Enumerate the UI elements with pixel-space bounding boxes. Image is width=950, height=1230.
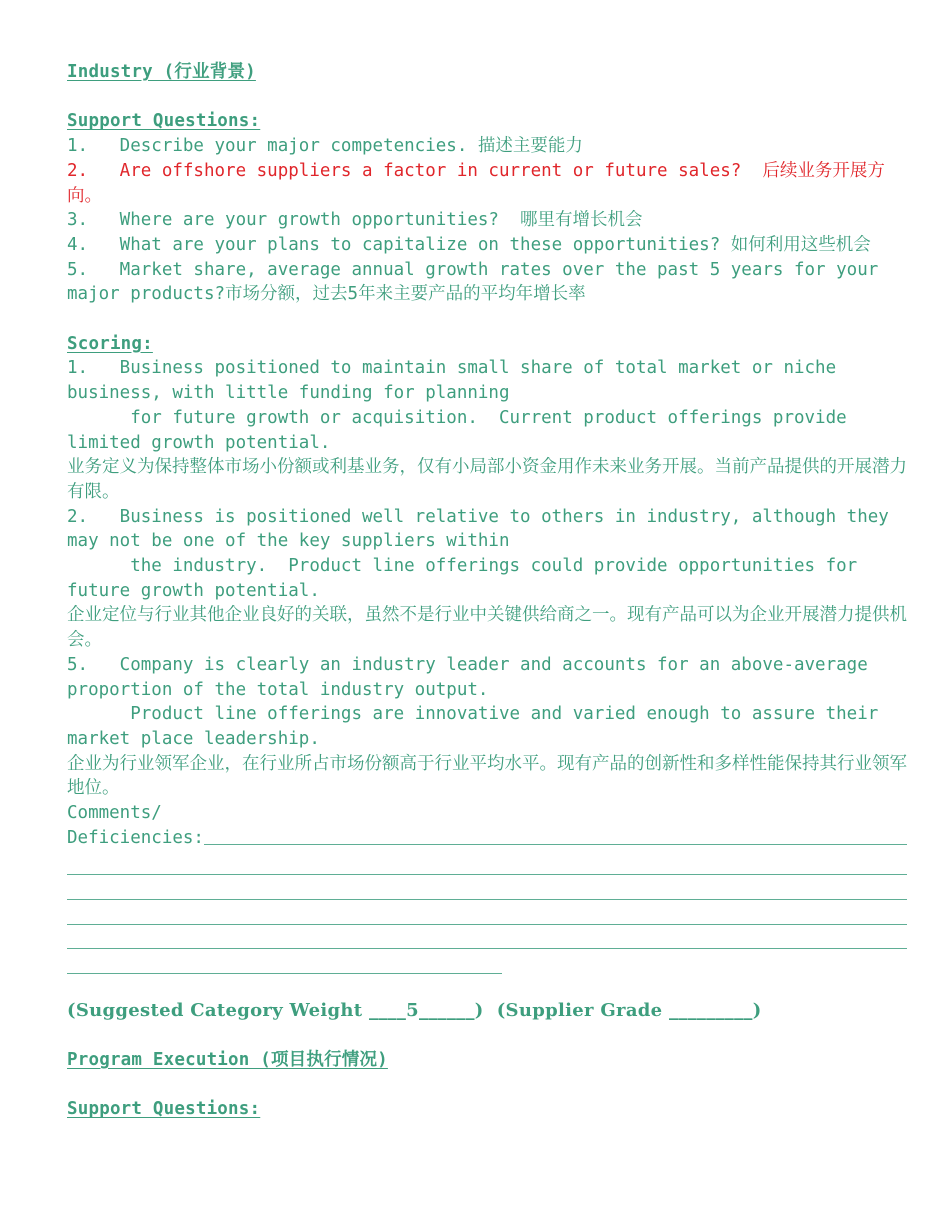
scoring-heading: Scoring:: [67, 333, 153, 354]
supplier-grade-value[interactable]: _________: [669, 999, 753, 1021]
question-5: 5. Market share, average annual growth rates over the past 5 years for your major products?市场分额，过去5年来主要产品的平均年增长率: [67, 259, 889, 305]
industry-heading: Industry (行业背景): [67, 62, 256, 82]
question-1: 1. Describe your major competencies. 描述主要能力: [67, 136, 583, 157]
category-weight-value[interactable]: ____5______: [368, 999, 475, 1021]
spacer: [67, 974, 907, 999]
industry-support-heading: Support Questions:: [67, 111, 261, 132]
scoring-1-chinese: 业务定义为保持整体市场小份额或利基业务，仅有小局部小资金用作未来业务开展。当前产品提供的开展潜力有限。: [67, 457, 907, 502]
scoring-5-english-b: Product line offerings are innovative and varied enough to assure their market place leadership.: [67, 704, 889, 749]
scoring-2-english-a: 2. Business is positioned well relative to others in industry, although they may not be one of the key suppliers within: [67, 506, 900, 552]
program-heading: Program Execution (项目执行情况): [67, 1049, 388, 1070]
spacer: [67, 1073, 907, 1098]
scoring-2-english-b: the industry. Product line offerings could provide opportunities for future growth potential.: [67, 556, 868, 601]
question-3: 3. Where are your growth opportunities? 哪里有增长机会: [67, 210, 643, 231]
spacer: [67, 85, 907, 110]
deficiencies-input-line[interactable]: [204, 826, 907, 845]
scoring-5-english-a: 5. Company is clearly an industry leader and accounts for an above-average proportion of the total industry output.: [67, 654, 879, 700]
deficiencies-line-5[interactable]: [67, 925, 907, 950]
scoring-1-english-a: 1. Business positioned to maintain small share of total market or niche business, with little funding for planning: [67, 358, 847, 404]
weight-prefix: (Suggested Category Weight: [67, 999, 369, 1021]
spacer: [67, 307, 907, 332]
question-2: 2. Are offshore suppliers a factor in current or future sales? 后续业务开展方向。: [67, 160, 885, 206]
spacer: [67, 1023, 907, 1048]
deficiencies-line-4[interactable]: [67, 900, 907, 925]
document-page: [67, 60, 907, 1122]
weight-grade-row: [67, 999, 907, 1024]
deficiencies-line-3[interactable]: [67, 875, 907, 900]
grade-suffix: ): [752, 999, 762, 1021]
scoring-1-english-b: for future growth or acquisition. Current product offerings provide limited growth potential.: [67, 407, 858, 453]
scoring-2-chinese: 企业定位与行业其他企业良好的关联，虽然不是行业中关键供给商之一。现有产品可以为企业开展潜力提供机会。: [67, 605, 907, 651]
deficiencies-line-2[interactable]: [67, 850, 907, 875]
deficiencies-line-6[interactable]: [67, 949, 502, 974]
deficiencies-row: [67, 826, 907, 851]
question-4: 4. What are your plans to capitalize on these opportunities? 如何利用这些机会: [67, 234, 871, 255]
comments-label: Comments/: [67, 803, 162, 824]
deficiencies-label: Deficiencies:: [67, 827, 204, 848]
weight-suffix: ) (Supplier Grade: [474, 999, 669, 1021]
scoring-5-chinese: 企业为行业领军企业，在行业所占市场份额高于行业平均水平。现有产品的创新性和多样性能保持其行业领军地位。: [67, 753, 907, 799]
program-support-heading: Support Questions:: [67, 1099, 261, 1120]
